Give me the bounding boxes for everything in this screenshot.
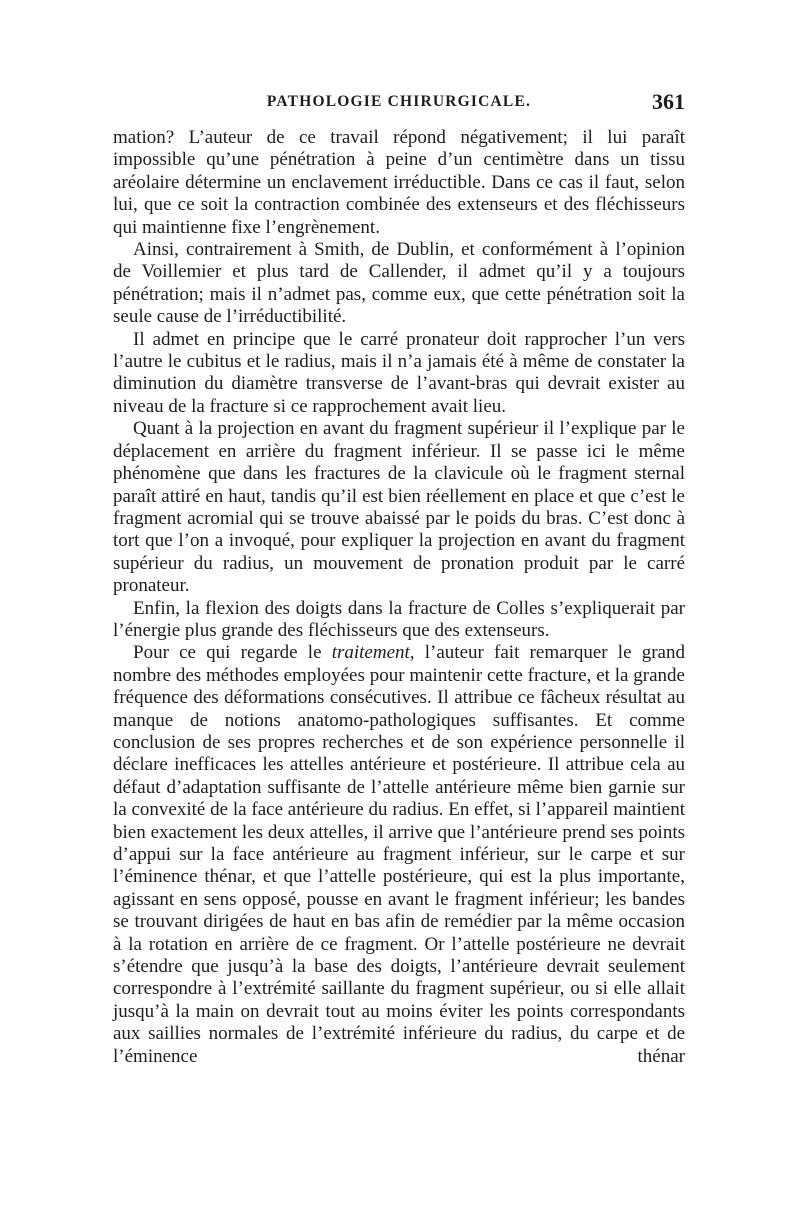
body-text xyxy=(113,127,685,1068)
paragraph: mation? L’auteur de ce travail répond négativement; il lui paraît impossible qu’une pénétration à peine d’un centimètre dans un tissu aréolaire détermine un enclavement irréductible. Dans ce cas il faut, selon lui, que ce soit la contraction combinée des extenseurs et des fléchisseurs qui maintienne fixe l’engrènement. xyxy=(113,127,685,238)
paragraph-text: l’auteur fait remarquer le grand nombre des méthodes employées pour maintenir cette fracture, et la grande fréquence des déformations consécutives. Il attribue ce fâcheux résultat au manque de notions anatomo-pathologiques suffisantes. Et comme conclusion de ses propres recherches et de son expérience personnelle il déclare inefficaces les attelles antérieure et postérieure. Il attribue cela au défaut d’adaptation suffisante de l’attelle antérieure même bien garnie sur la convexité de la face antérieure du radius. En effet, si l’appareil maintient bien exactement les deux attelles, il arrive que l’antérieure prend ses points d’appui sur la face antérieure au fragment inférieur, sur le carpe et sur l’éminence thénar, et que l’attelle postérieure, qui est la plus importante, agissant en sens opposé, pousse en avant le fragment inférieur; les bandes se trouvant dirigées de haut en bas afin de remédier par la même occasion à la rotation en arrière de ce fragment. Or l’attelle postérieure ne devrait s’étendre que jusqu’à la base des doigts, l’antérieure devrait seulement correspondre à l’extrémité saillante du fragment supérieur, ou si elle allait jusqu’à la main on devrait tout au moins éviter les points correspondants aux saillies normales de l’extrémité inférieure du radius, du carpe et de l’éminence thénar xyxy=(113,642,685,1067)
paragraph: Enfin, la flexion des doigts dans la fracture de Colles s’expliquerait par l’énergie plus grande des fléchisseurs que des extenseurs. xyxy=(113,597,685,641)
paragraph-text: Pour ce qui regarde le xyxy=(133,642,332,664)
page-header xyxy=(113,89,685,121)
running-title: PATHOLOGIE CHIRURGICALE. xyxy=(266,93,532,110)
paragraph: Ainsi, contrairement à Smith, de Dublin, et conformément à l’opinion de Voillemier et plus tard de Callender, il admet qu’il y a toujours pénétration; mais il n’admet pas, comme eux, que cette pénétration soit la seule cause de l’irréductibilité. xyxy=(113,239,685,328)
paragraph xyxy=(113,642,685,1068)
emphasis-term: traitement, xyxy=(331,642,415,664)
paragraph: Il admet en principe que le carré pronateur doit rapprocher l’un vers l’autre le cubitus et le radius, mais il n’a jamais été à même de constater la diminution du diamètre transverse de l’avant-bras qui devrait exister au niveau de la fracture si ce rapprochement avait lieu. xyxy=(113,328,685,417)
page-number: 361 xyxy=(652,89,685,114)
paragraph: Quant à la projection en avant du fragment supérieur il l’explique par le déplacement en arrière du fragment inférieur. Il se passe ici le même phénomène que dans les fractures de la clavicule où le fragment sternal paraît attiré en haut, tandis qu’il est bien réellement en place et que c’est le fragment acromial qui se trouve abaissé par le poids du bras. C’est donc à tort que l’on a invoqué, pour expliquer la projection en avant du fragment supérieur du radius, un mouvement de pronation produit par le carré pronateur. xyxy=(113,418,685,597)
